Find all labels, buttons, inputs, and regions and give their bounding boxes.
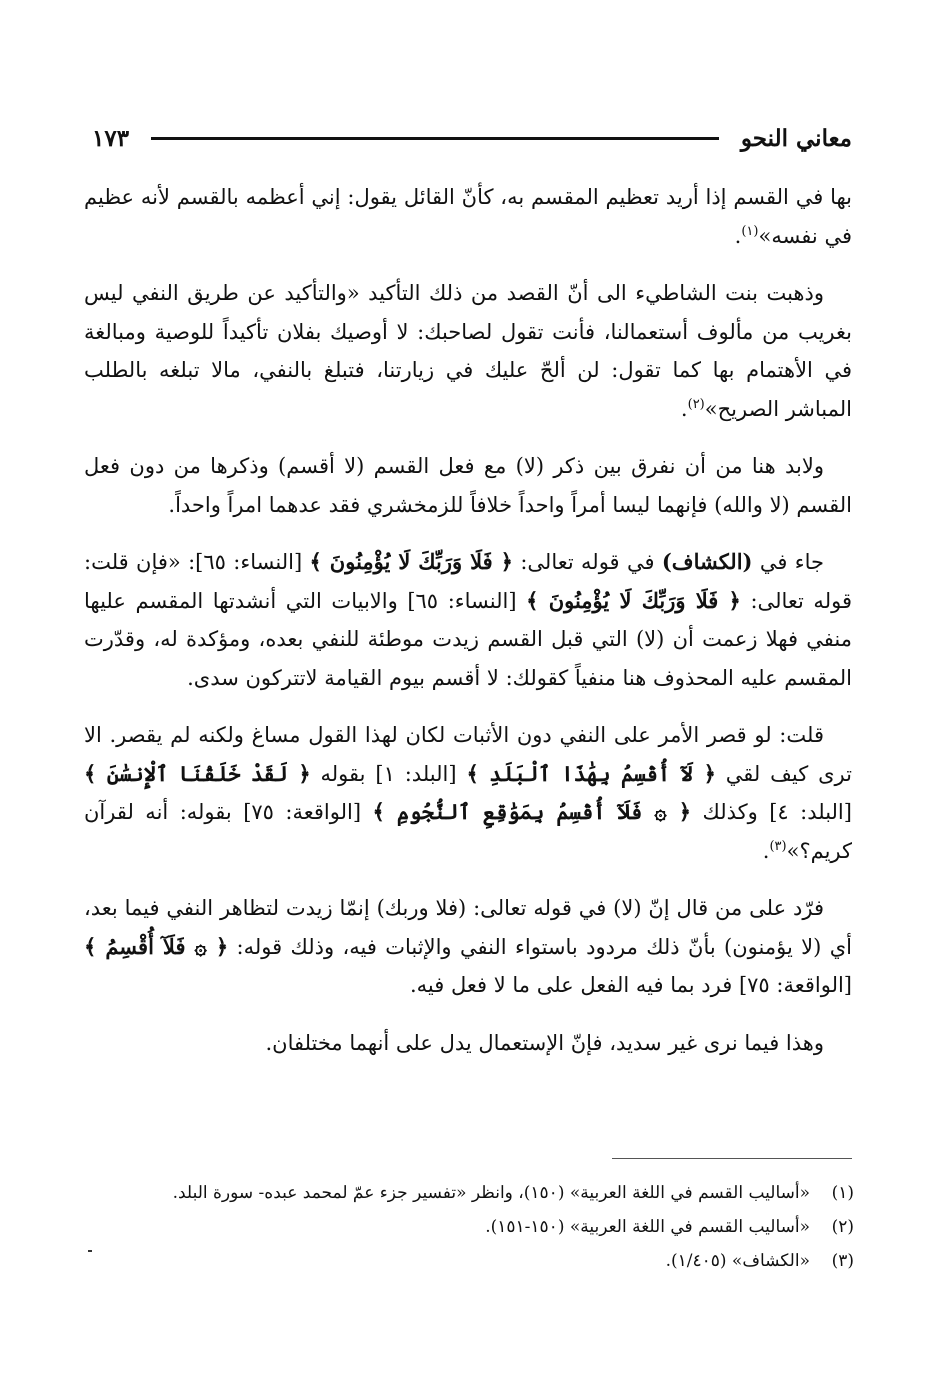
paragraph-7: وهذا فيما نرى غير سديد، فإنّ الإستعمال يدل على أنهما مختلفان. xyxy=(265,1030,824,1055)
text-run: [النساء: ٦٥] والابيات التي أنشدتها المقسم عليها منفي فهلا زعمت أن (لا) التي قبل القسم زيدت موطئة للنفي بعده، ومؤكدة له، وقدّرت المقسم عليه المحذوف هنا منفياً كقولك: لا أقسم بيوم القيامة لاتتركون سدى. xyxy=(84,588,852,690)
page-number: ١٧٣ xyxy=(92,124,130,152)
footnote-separator xyxy=(612,1158,852,1159)
paragraph-text: وذهبت بنت الشاطيء الى أنّ القصد من ذلك التأكيد «والتأكيد عن طريق النفي ليس بغريب من مألوف أستعمالنا، فأنت تقول لصاحبك: لا أوصيك بفلان تأكيداً للوصية ومبالغة في الأهتمام بها كما تقول: لن ألحّ عليك في زيارتنا، فتبلغ بالنفي، مالا تبلغه بالطلب المباشر الصريح» xyxy=(84,281,852,421)
book-title: (الكشاف) xyxy=(661,549,753,574)
paragraph-4 xyxy=(84,543,852,697)
text-run: جاء في xyxy=(759,550,824,574)
footnote-text: «أساليب القسم في اللغة العربية» (١٥٠)، وانظر «تفسير جزء عمّ لمحمد عبده- سورة البلد. xyxy=(172,1183,810,1203)
text-run: [الواقعة: ٧٥] بقوله: أنه لقرآن كريم؟» xyxy=(84,800,852,863)
header-rule xyxy=(151,137,719,140)
quran-verse: ﴿ فَلَا وَرَبِّكَ لَا يُؤْمِنُونَ ﴾ xyxy=(526,587,741,613)
paragraph-5: قلت: لو قصر الأمر على النفي دون الأثبات لكان لهذا القول مساغ ولكنه لم يقصر. الا ترى كيف لقي ﴿ لَآ أُقْسِمُ بِهَٰذَا ٱلْبَلَدِ ﴾ [البلد: ١] بقوله ﴿ لَقَدْ خَلَقْنَا ٱلْإِنسَٰنَ ﴾ [البلد: ٤] وكذلك ﴿ ۞ فَلَآ أُقْسِمُ بِمَوَٰقِعِ ٱلنُّجُومِ ﴾ [الواقعة: ٧٥] بقوله: أنه لقرآن كريم؟»$^{(٣)}$. xyxy=(84,723,852,863)
footnote-ref-2: (٢) xyxy=(687,396,705,412)
body-text xyxy=(84,178,852,1081)
text-run: قلت: لو قصر الأمر على النفي دون الأثبات لكان لهذا القول مساغ ولكنه لم يقصر. الا ترى كيف لقي xyxy=(84,723,852,786)
quran-verse: ﴿ لَآ أُقْسِمُ بِهَٰذَا ٱلْبَلَدِ ﴾ xyxy=(466,760,716,786)
footnote-text: «الكشاف» (١/٤٠٥). xyxy=(665,1251,810,1271)
text-run: [النساء: ٦٥]: «فإن قلت: قوله تعالى: xyxy=(84,550,852,613)
text-run: [البلد: ١] بقوله xyxy=(320,761,457,786)
paragraph-2: وذهبت بنت الشاطيء الى أنّ القصد من ذلك التأكيد «والتأكيد عن طريق النفي ليس بغريب من مألوف أستعمالنا، فأنت تقول لصاحبك: لا أوصيك بفلان تأكيداً للوصية ومبالغة في الأهتمام بها كما تقول: لن ألحّ عليك في زيارتنا، فتبلغ بالنفي، مالا تبلغه بالطلب المباشر الصريح»$^{(٢)}$. xyxy=(84,281,852,421)
text-run: [الواقعة: ٧٥] فرد بما فيه الفعل على ما لا فعل فيه. xyxy=(409,973,852,997)
quran-verse: ﴿ فَلَا وَرَبِّكَ لَا يُؤْمِنُونَ ﴾ xyxy=(309,549,513,574)
running-title: معاني النحو xyxy=(740,124,852,152)
paragraph-3: ولابد هنا من أن نفرق بين ذكر (لا) مع فعل القسم (لا أقسم) وذكرها من دون فعل القسم (لا والله) فإنهما ليسا أمراً واحداً خلافاً للزمخشري فقد عدهما امراً واحداً. xyxy=(84,454,852,517)
footnote-3 xyxy=(84,1244,854,1278)
footnote-text: «أساليب القسم في اللغة العربية» (١٥٠-١٥١). xyxy=(485,1217,810,1237)
footnote-1 xyxy=(84,1176,854,1210)
paragraph-6 xyxy=(84,889,852,1005)
footnote-ref-1: (١) xyxy=(741,223,759,239)
footnote-ref-3: (٣) xyxy=(769,838,787,854)
footnote-number: (٣) xyxy=(831,1251,854,1271)
page-header xyxy=(92,118,852,158)
paragraph-1: بها في القسم إذا أريد تعظيم المقسم به، كأنّ القائل يقول: إني أعظمه بالقسم لأنه عظيم في نفسه»$^{(١)}$. xyxy=(84,185,852,248)
quran-verse: ﴿ لَقَدْ خَلَقْنَا ٱلْإِنسَٰنَ ﴾ xyxy=(84,760,311,786)
scan-speck xyxy=(88,1250,92,1252)
footnote-number: (١) xyxy=(831,1183,854,1203)
text-run: فرّد على من قال إنّ (لا) في قوله تعالى: (فلا وربك) إنمّا زيدت لتظاهر النفي فيما بعد، أي (لا يؤمنون) بأنّ ذلك مردود باستواء النفي والإثبات فيه، وذلك قوله: xyxy=(84,896,852,959)
quran-verse: ﴿ ۞ فَلَآ أُقْسِمُ بِمَوَٰقِعِ ٱلنُّجُومِ ﴾ xyxy=(372,799,692,824)
footnote-number: (٢) xyxy=(831,1217,854,1237)
text-run: [البلد: ٤] وكذلك xyxy=(702,800,852,824)
footnotes xyxy=(84,1176,854,1278)
quran-verse: ﴿ ۞ فَلَآ أُقْسِمُ ﴾ xyxy=(84,933,229,959)
footnote-2 xyxy=(84,1210,854,1244)
text-run: في قوله تعالى: xyxy=(520,550,655,574)
paragraph-text: بها في القسم إذا أريد تعظيم المقسم به، كأنّ القائل يقول: إني أعظمه بالقسم لأنه عظيم في نفسه» xyxy=(84,185,852,248)
